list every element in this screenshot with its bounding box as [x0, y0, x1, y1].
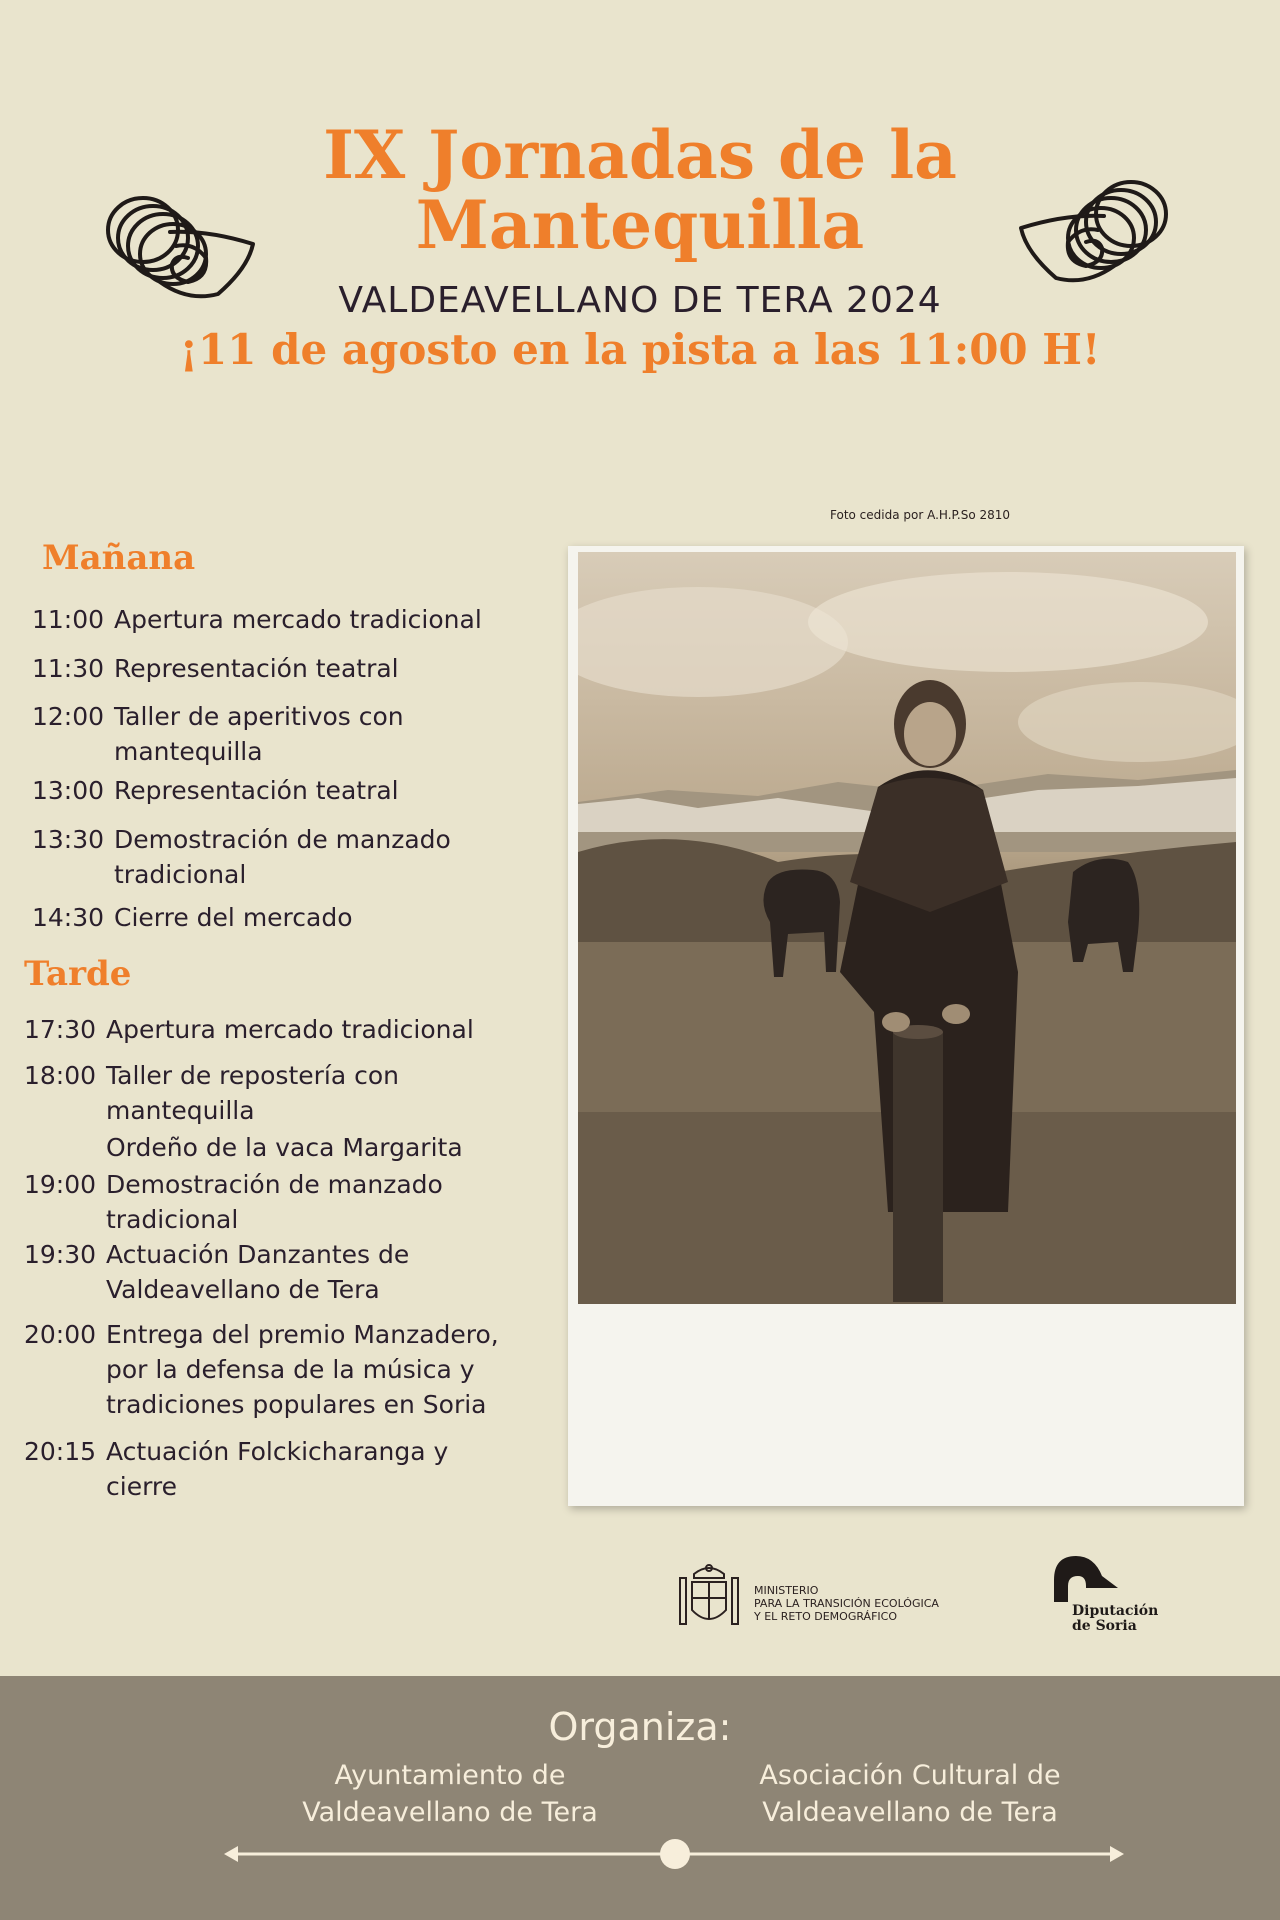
ministry-logo-text: [754, 1584, 939, 1623]
diputacion-logo-icon: [1050, 1552, 1120, 1604]
woman-with-churn-illustration: [578, 552, 1236, 1304]
page-title-line2: Mantequilla: [415, 186, 865, 264]
historic-photo: [578, 552, 1236, 1304]
organizer-right: [700, 1757, 1120, 1831]
schedule-time: 19:30: [23, 1240, 96, 1269]
ministry-line2: PARA LA TRANSICIÓN ECOLÓGICA: [754, 1597, 939, 1610]
schedule-time: 12:00: [31, 702, 104, 731]
butter-roll-icon-left: [98, 186, 260, 306]
organizer-left-line2: Valdeavellano de Tera: [302, 1797, 598, 1828]
schedule-time: 13:30: [31, 825, 104, 854]
schedule-time: 11:30: [31, 654, 104, 683]
schedule-text: Representación teatral: [114, 776, 399, 805]
schedule-text: Apertura mercado tradicional: [114, 605, 482, 634]
schedule-time: 20:15: [23, 1437, 96, 1466]
schedule-text: Demostración de manzado tradicional: [106, 1170, 443, 1234]
schedule-text: Cierre del mercado: [114, 903, 353, 932]
schedule-time: 18:00: [23, 1061, 96, 1090]
ministry-line3: Y EL RETO DEMOGRÁFICO: [754, 1610, 897, 1623]
diputacion-logo-text: [1072, 1604, 1158, 1634]
schedule-time: 17:30: [23, 1015, 96, 1044]
schedule-text: Representación teatral: [114, 654, 399, 683]
butter-roll-icon-right: [1014, 170, 1176, 290]
diputacion-line2: de Soria: [1072, 1618, 1137, 1634]
double-arrow-divider: [222, 1836, 1126, 1872]
schedule-text: Actuación Danzantes de Valdeavellano de Tera: [106, 1240, 410, 1304]
schedule-text: Apertura mercado tradicional: [106, 1015, 474, 1044]
diputacion-line1: Diputación: [1072, 1603, 1159, 1619]
schedule-text: Actuación Folckicharanga y cierre: [106, 1437, 449, 1501]
organizer-right-line2: Valdeavellano de Tera: [762, 1797, 1058, 1828]
schedule-time: 14:30: [31, 903, 104, 932]
page-title-line1: IX Jornadas de la: [323, 116, 957, 194]
event-dateline: ¡11 de agosto en la pista a las 11:00 H!: [179, 325, 1101, 374]
afternoon-heading: Tarde: [24, 954, 132, 994]
morning-heading: Mañana: [42, 538, 196, 578]
ministry-line1: MINISTERIO: [754, 1584, 819, 1597]
spain-coat-of-arms-icon: [676, 1560, 742, 1632]
photo-credit: Foto cedida por A.H.P.So 2810: [830, 508, 1011, 522]
schedule-text: Taller de aperitivos con mantequilla: [114, 702, 404, 766]
schedule-text: Ordeño de la vaca Margarita: [106, 1133, 463, 1162]
schedule-time: 20:00: [23, 1320, 96, 1349]
organizer-left: [240, 1757, 660, 1831]
schedule-text: Demostración de manzado tradicional: [114, 825, 451, 889]
schedule-time: 11:00: [31, 605, 104, 634]
organizer-left-line1: Ayuntamiento de: [334, 1760, 566, 1791]
schedule-text: Taller de repostería con mantequilla: [106, 1061, 400, 1125]
page-subtitle: VALDEAVELLANO DE TERA 2024: [338, 280, 942, 321]
schedule-time: 13:00: [31, 776, 104, 805]
organiza-heading: Organiza:: [548, 1705, 732, 1749]
organizer-right-line1: Asociación Cultural de: [759, 1760, 1061, 1791]
schedule-text: Entrega del premio Manzadero, por la defensa de la música y tradiciones populares en Soria: [106, 1320, 499, 1419]
schedule-time: 19:00: [23, 1170, 96, 1199]
